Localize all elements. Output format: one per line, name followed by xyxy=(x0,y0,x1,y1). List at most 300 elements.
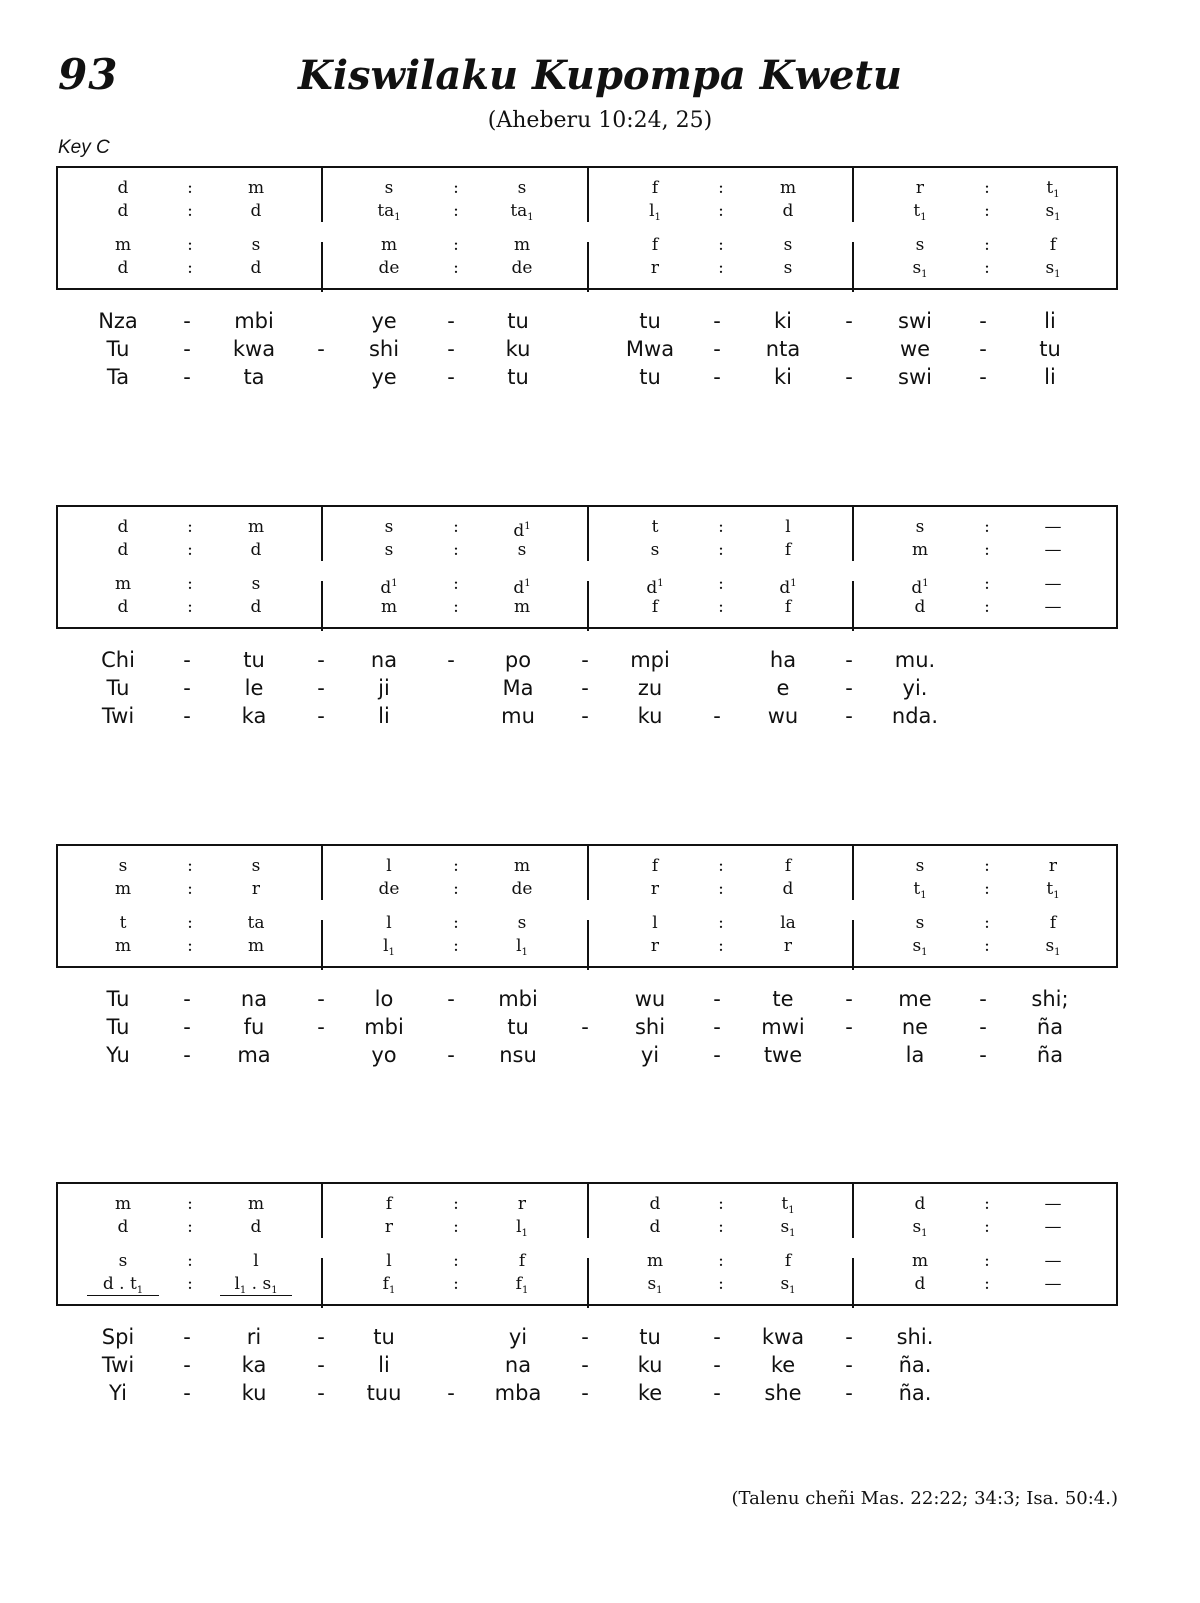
lyric-syllable: na xyxy=(504,1353,532,1377)
lyric-hyphen: - xyxy=(317,676,325,700)
beat-colon: : xyxy=(453,913,459,933)
lyric-syllable: we xyxy=(899,337,931,361)
lyric-syllable: Tu xyxy=(106,987,130,1011)
lyric-syllable: Yu xyxy=(106,1043,130,1067)
beat-colon: : xyxy=(453,856,459,876)
lyric-hyphen: - xyxy=(447,309,455,333)
solfa-note: m xyxy=(114,235,132,255)
note-hold: — xyxy=(1044,1194,1062,1214)
beat-colon: : xyxy=(984,201,990,221)
bar-line xyxy=(852,507,854,561)
lyric-hyphen: - xyxy=(845,365,853,389)
lyric-syllable: Tu xyxy=(106,1015,130,1039)
solfa-note: d xyxy=(782,879,794,899)
lyric-hyphen: - xyxy=(845,1353,853,1377)
beat-colon: : xyxy=(718,913,724,933)
lyric-hyphen: - xyxy=(581,1325,589,1349)
note-hold: — xyxy=(1044,1251,1062,1271)
solfa-note: d xyxy=(250,201,262,221)
lyric-hyphen: - xyxy=(183,365,191,389)
lyric-syllable: le xyxy=(244,676,264,700)
lyric-syllable: tu xyxy=(639,365,661,389)
solfa-note: de xyxy=(378,879,400,899)
lyric-syllable: la xyxy=(905,1043,925,1067)
lyric-hyphen: - xyxy=(581,1015,589,1039)
beat-colon: : xyxy=(984,936,990,956)
solfa-note: $s_1$ xyxy=(912,258,928,280)
solfa-note: s xyxy=(384,540,394,560)
solfa-note: d xyxy=(250,540,262,560)
solfa-note: m xyxy=(114,574,132,594)
solfa-note: m xyxy=(779,178,797,198)
footnote: (Talenu cheñi Mas. 22:22; 34:3; Isa. 50:4.) xyxy=(731,1488,1118,1509)
lyric-syllable: ye xyxy=(371,365,397,389)
solfa-note: d xyxy=(914,597,926,617)
lyric-syllable: yi. xyxy=(902,676,928,700)
lyric-syllable: te xyxy=(772,987,794,1011)
lyric-syllable: tu xyxy=(373,1325,395,1349)
solfa-note: l xyxy=(386,1251,392,1271)
solfa-note: f xyxy=(651,856,659,876)
lyric-hyphen: - xyxy=(317,1015,325,1039)
lyric-hyphen: - xyxy=(317,648,325,672)
lyric-syllable: ne xyxy=(901,1015,929,1039)
note-hold: — xyxy=(1044,1217,1062,1237)
beat-colon: : xyxy=(453,178,459,198)
beat-colon: : xyxy=(453,517,459,537)
solfa-note: m xyxy=(911,1251,929,1271)
lyric-syllable: li xyxy=(378,1353,390,1377)
solfa-note: $d^1$ xyxy=(380,578,398,598)
solfa-note: m xyxy=(114,936,132,956)
solfa-note: s xyxy=(251,574,261,594)
bar-line xyxy=(321,920,323,970)
solfa-note: de xyxy=(511,879,533,899)
lyric-syllable: twe xyxy=(763,1043,803,1067)
solfa-note: m xyxy=(513,235,531,255)
solfa-note: m xyxy=(114,879,132,899)
solfa-note: m xyxy=(380,597,398,617)
solfa-note: f xyxy=(651,178,659,198)
lyric-syllable: na xyxy=(370,648,398,672)
lyric-hyphen: - xyxy=(581,704,589,728)
lyric-syllable: shi xyxy=(368,337,400,361)
solfa-note: s xyxy=(251,856,261,876)
lyric-syllable: Ta xyxy=(106,365,130,389)
solfa-note: s xyxy=(384,517,394,537)
bar-line xyxy=(321,1184,323,1238)
solfa-note: f xyxy=(385,1194,393,1214)
lyric-syllable: ku xyxy=(637,1353,663,1377)
solfa-note: m xyxy=(380,235,398,255)
lyric-syllable: Spi xyxy=(101,1325,135,1349)
lyric-hyphen: - xyxy=(183,1325,191,1349)
note-hold: — xyxy=(1044,517,1062,537)
solfa-note: m xyxy=(247,1194,265,1214)
solfa-note: s xyxy=(915,856,925,876)
lyric-syllable: ka xyxy=(241,1353,267,1377)
solfa-note: $l_1$ xyxy=(516,1217,528,1239)
solfa-note: d xyxy=(250,1217,262,1237)
solfa-note: $ta_1$ xyxy=(510,201,534,223)
beat-colon: : xyxy=(187,517,193,537)
beat-colon: : xyxy=(984,879,990,899)
lyric-syllable: po xyxy=(504,648,532,672)
lyric-hyphen: - xyxy=(447,365,455,389)
solfa-note: l xyxy=(386,913,392,933)
lyric-syllable: ku xyxy=(505,337,531,361)
solfa-note: r xyxy=(251,879,261,899)
beat-colon: : xyxy=(718,235,724,255)
note-hold: — xyxy=(1044,574,1062,594)
solfa-note: m xyxy=(247,517,265,537)
lyric-hyphen: - xyxy=(183,1381,191,1405)
lyric-syllable: zu xyxy=(637,676,663,700)
solfa-note: l xyxy=(253,1251,259,1271)
lyric-hyphen: - xyxy=(713,309,721,333)
lyric-syllable: tu xyxy=(507,365,529,389)
beat-colon: : xyxy=(187,201,193,221)
solfa-note: la xyxy=(780,913,796,933)
lyric-hyphen: - xyxy=(447,987,455,1011)
lyric-syllable: ye xyxy=(371,309,397,333)
solfa-note: d xyxy=(649,1217,661,1237)
lyric-syllable: ku xyxy=(637,704,663,728)
solfa-note: r xyxy=(384,1217,394,1237)
lyric-syllable: mbi xyxy=(234,309,274,333)
lyric-hyphen: - xyxy=(845,309,853,333)
lyric-hyphen: - xyxy=(845,704,853,728)
lyric-syllable: Yi xyxy=(109,1381,127,1405)
lyric-syllable: tu xyxy=(507,1015,529,1039)
beat-colon: : xyxy=(718,1274,724,1294)
lyric-hyphen: - xyxy=(713,365,721,389)
solfa-note: d xyxy=(117,178,129,198)
solfa-note: $l_1$ . $s_1$ xyxy=(234,1274,278,1296)
lyric-hyphen: - xyxy=(581,1381,589,1405)
hymn-title: Kiswilaku Kupompa Kwetu xyxy=(298,52,902,99)
solfa-note: $t_1$ xyxy=(913,201,927,223)
bar-line xyxy=(587,168,589,222)
lyric-syllable: ri xyxy=(246,1325,262,1349)
note-hold: — xyxy=(1044,540,1062,560)
solfa-note: s xyxy=(118,856,128,876)
lyric-syllable: ki xyxy=(774,309,792,333)
lyric-hyphen: - xyxy=(447,648,455,672)
lyric-hyphen: - xyxy=(317,1353,325,1377)
solfa-note: m xyxy=(247,178,265,198)
lyric-syllable: shi. xyxy=(896,1325,934,1349)
solfa-note: m xyxy=(646,1251,664,1271)
solfa-note: d xyxy=(649,1194,661,1214)
beat-colon: : xyxy=(187,936,193,956)
lyric-hyphen: - xyxy=(713,337,721,361)
solfa-note: s xyxy=(517,913,527,933)
lyric-hyphen: - xyxy=(183,1353,191,1377)
beat-colon: : xyxy=(453,235,459,255)
lyric-hyphen: - xyxy=(183,309,191,333)
beat-colon: : xyxy=(453,1217,459,1237)
bar-line xyxy=(852,846,854,900)
solfa-note: $d^1$ xyxy=(779,578,797,598)
lyric-hyphen: - xyxy=(183,987,191,1011)
solfa-note: $s_1$ xyxy=(780,1217,796,1239)
solfa-note: f xyxy=(784,597,792,617)
lyric-syllable: shi xyxy=(634,1015,666,1039)
bar-line xyxy=(587,1258,589,1308)
solfa-note: $l_1$ xyxy=(649,201,661,223)
bar-line xyxy=(321,242,323,292)
bar-line xyxy=(587,1184,589,1238)
solfa-note: l xyxy=(785,517,791,537)
lyric-syllable: mpi xyxy=(630,648,670,672)
beat-colon: : xyxy=(984,574,990,594)
lyric-syllable: na xyxy=(240,987,268,1011)
lyric-hyphen: - xyxy=(317,987,325,1011)
beat-colon: : xyxy=(453,201,459,221)
lyric-syllable: tu xyxy=(507,309,529,333)
beat-colon: : xyxy=(453,1274,459,1294)
solfa-note: s xyxy=(118,1251,128,1271)
solfa-note: r xyxy=(1048,856,1058,876)
solfa-note: $l_1$ xyxy=(516,936,528,958)
solfa-note: s xyxy=(384,178,394,198)
beat-colon: : xyxy=(187,1217,193,1237)
solfa-note: s xyxy=(915,235,925,255)
lyric-hyphen: - xyxy=(183,1015,191,1039)
beat-colon: : xyxy=(718,258,724,278)
solfa-note: d . $t_1$ xyxy=(102,1274,144,1296)
solfa-note: d xyxy=(117,597,129,617)
bar-line xyxy=(852,1258,854,1308)
lyric-syllable: me xyxy=(898,987,932,1011)
solfa-note: d xyxy=(914,1194,926,1214)
lyric-syllable: Mwa xyxy=(625,337,675,361)
beat-colon: : xyxy=(984,540,990,560)
solfa-note: $s_1$ xyxy=(912,1217,928,1239)
solfa-note: f xyxy=(518,1251,526,1271)
beat-colon: : xyxy=(187,597,193,617)
lyric-syllable: ke xyxy=(637,1381,663,1405)
beat-colon: : xyxy=(453,540,459,560)
lyric-hyphen: - xyxy=(317,1381,325,1405)
lyric-syllable: ka xyxy=(241,704,267,728)
beat-colon: : xyxy=(453,1251,459,1271)
solfa-note: de xyxy=(378,258,400,278)
bar-line xyxy=(321,581,323,631)
solfa-note: $ta_1$ xyxy=(377,201,401,223)
solfa-note: d xyxy=(117,258,129,278)
bar-line xyxy=(587,920,589,970)
lyric-hyphen: - xyxy=(713,1353,721,1377)
solfa-note: $t_1$ xyxy=(1046,178,1060,200)
lyric-syllable: nda. xyxy=(891,704,939,728)
lyric-syllable: yi xyxy=(508,1325,528,1349)
solfa-note: f xyxy=(1049,235,1057,255)
lyric-syllable: ña. xyxy=(898,1381,932,1405)
bar-line xyxy=(587,507,589,561)
lyric-syllable: tu xyxy=(1039,337,1061,361)
beat-colon: : xyxy=(984,856,990,876)
beat-colon: : xyxy=(187,1251,193,1271)
lyric-syllable: li xyxy=(1044,309,1056,333)
scripture-reference: (Aheberu 10:24, 25) xyxy=(487,108,713,133)
beat-colon: : xyxy=(984,258,990,278)
solfa-note: $s_1$ xyxy=(912,936,928,958)
bar-line xyxy=(321,168,323,222)
lyric-hyphen: - xyxy=(581,648,589,672)
beat-colon: : xyxy=(718,201,724,221)
lyric-hyphen: - xyxy=(713,704,721,728)
solfa-note: r xyxy=(650,258,660,278)
solfa-note: d xyxy=(117,517,129,537)
lyric-hyphen: - xyxy=(845,987,853,1011)
bar-line xyxy=(587,242,589,292)
lyric-syllable: shi; xyxy=(1031,987,1069,1011)
lyric-hyphen: - xyxy=(713,987,721,1011)
beat-colon: : xyxy=(453,936,459,956)
staff-system-2 xyxy=(56,505,1118,629)
lyric-hyphen: - xyxy=(183,1043,191,1067)
lyric-hyphen: - xyxy=(317,337,325,361)
bar-line xyxy=(852,581,854,631)
beat-colon: : xyxy=(453,574,459,594)
beat-colon: : xyxy=(984,913,990,933)
solfa-note: f xyxy=(784,540,792,560)
solfa-note: $t_1$ xyxy=(913,879,927,901)
beat-colon: : xyxy=(718,178,724,198)
beat-colon: : xyxy=(984,597,990,617)
solfa-note: $s_1$ xyxy=(1045,936,1061,958)
lyric-hyphen: - xyxy=(713,1015,721,1039)
solfa-note: $t_1$ xyxy=(781,1194,795,1216)
lyric-syllable: wu xyxy=(767,704,799,728)
bar-line xyxy=(587,846,589,900)
solfa-note: t xyxy=(119,913,127,933)
lyric-syllable: mbi xyxy=(498,987,538,1011)
lyric-syllable: Tu xyxy=(106,676,130,700)
lyric-hyphen: - xyxy=(979,1015,987,1039)
lyric-syllable: yo xyxy=(371,1043,397,1067)
bar-line xyxy=(852,1184,854,1238)
lyric-syllable: Twi xyxy=(101,704,135,728)
solfa-note: f xyxy=(784,1251,792,1271)
lyric-syllable: ke xyxy=(770,1353,796,1377)
solfa-note: $f_1$ xyxy=(382,1274,396,1296)
lyric-syllable: ña. xyxy=(898,1353,932,1377)
solfa-note: s xyxy=(517,540,527,560)
bar-line xyxy=(321,1258,323,1308)
solfa-note: f xyxy=(784,856,792,876)
beat-colon: : xyxy=(187,879,193,899)
beat-colon: : xyxy=(718,879,724,899)
lyric-syllable: yi xyxy=(640,1043,660,1067)
lyric-syllable: mwi xyxy=(761,1015,805,1039)
lyric-syllable: kwa xyxy=(761,1325,805,1349)
bar-line xyxy=(852,242,854,292)
beat-colon: : xyxy=(453,879,459,899)
beat-colon: : xyxy=(984,235,990,255)
beat-colon: : xyxy=(187,856,193,876)
solfa-note: d xyxy=(117,540,129,560)
solfa-note: m xyxy=(513,597,531,617)
solfa-note: ta xyxy=(247,913,265,933)
solfa-note: s xyxy=(915,517,925,537)
lyric-hyphen: - xyxy=(979,337,987,361)
lyric-hyphen: - xyxy=(447,1381,455,1405)
solfa-note: $s_1$ xyxy=(1045,258,1061,280)
solfa-note: d xyxy=(117,201,129,221)
lyric-syllable: swi xyxy=(898,365,932,389)
lyric-syllable: mbi xyxy=(364,1015,404,1039)
lyric-syllable: she xyxy=(764,1381,802,1405)
lyric-syllable: mu xyxy=(501,704,535,728)
solfa-note: $d^1$ xyxy=(911,578,929,598)
beat-colon: : xyxy=(187,235,193,255)
solfa-note: r xyxy=(517,1194,527,1214)
lyric-syllable: wu xyxy=(634,987,666,1011)
lyric-hyphen: - xyxy=(713,1381,721,1405)
beat-colon: : xyxy=(984,517,990,537)
lyric-syllable: ha xyxy=(769,648,797,672)
solfa-note: $t_1$ xyxy=(1046,879,1060,901)
solfa-note: $d^1$ xyxy=(646,578,664,598)
solfa-note: $f_1$ xyxy=(515,1274,529,1296)
beat-colon: : xyxy=(718,1217,724,1237)
beat-colon: : xyxy=(718,540,724,560)
solfa-note: s xyxy=(650,540,660,560)
staff-system-1 xyxy=(56,166,1118,290)
beat-colon: : xyxy=(718,517,724,537)
beat-colon: : xyxy=(187,1194,193,1214)
lyric-hyphen: - xyxy=(979,309,987,333)
lyric-hyphen: - xyxy=(581,676,589,700)
solfa-note: r xyxy=(915,178,925,198)
lyric-hyphen: - xyxy=(979,987,987,1011)
lyric-hyphen: - xyxy=(447,1043,455,1067)
staff-system-4 xyxy=(56,1182,1118,1306)
beat-colon: : xyxy=(187,540,193,560)
solfa-note: r xyxy=(650,936,660,956)
lyric-syllable: ji xyxy=(378,676,390,700)
lyric-hyphen: - xyxy=(845,648,853,672)
beat-colon: : xyxy=(453,1194,459,1214)
lyric-syllable: ta xyxy=(243,365,265,389)
bar-line xyxy=(852,168,854,222)
solfa-note: d xyxy=(117,1217,129,1237)
lyric-syllable: tu xyxy=(639,309,661,333)
solfa-note: f xyxy=(651,235,659,255)
solfa-note: s xyxy=(783,258,793,278)
hymn-number: 93 xyxy=(58,50,119,99)
beat-colon: : xyxy=(187,1274,193,1294)
lyric-syllable: tuu xyxy=(366,1381,402,1405)
lyric-syllable: Tu xyxy=(106,337,130,361)
beat-colon: : xyxy=(984,1251,990,1271)
solfa-note: l xyxy=(652,913,658,933)
lyric-hyphen: - xyxy=(713,1325,721,1349)
lyric-syllable: e xyxy=(776,676,790,700)
bar-line xyxy=(852,920,854,970)
lyric-syllable: Chi xyxy=(101,648,135,672)
solfa-note: t xyxy=(651,517,659,537)
lyric-syllable: kwa xyxy=(232,337,276,361)
lyric-syllable: mba xyxy=(494,1381,542,1405)
lyric-syllable: fu xyxy=(243,1015,265,1039)
lyric-syllable: ña xyxy=(1036,1043,1064,1067)
lyric-syllable: ki xyxy=(774,365,792,389)
solfa-note: r xyxy=(783,936,793,956)
